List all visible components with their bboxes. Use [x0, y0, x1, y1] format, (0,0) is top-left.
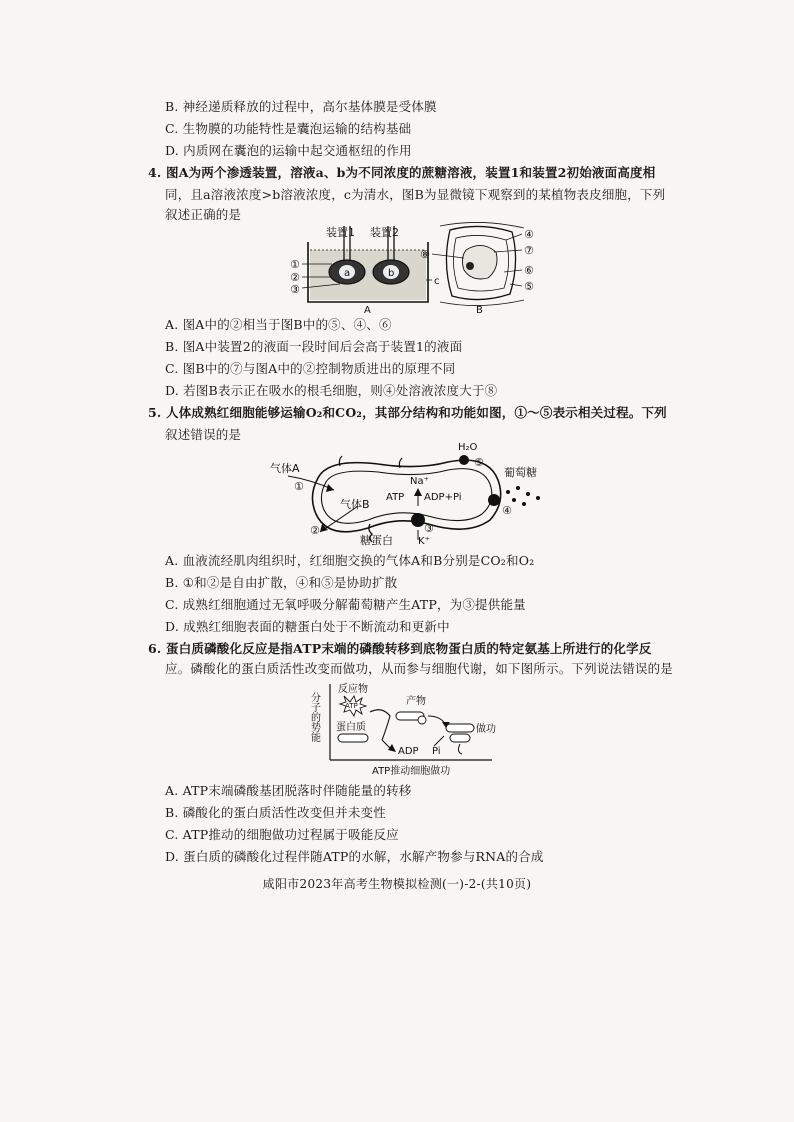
- solution-a-label: a: [344, 268, 351, 279]
- q6-stem-line2: 应。磷酸化的蛋白质活性改变而做功，从而参与细胞代谢，如下图所示。下列说法错误的是: [165, 661, 674, 676]
- protein-label: 蛋白质: [336, 722, 366, 733]
- glucose-label: 葡萄糖: [504, 466, 537, 479]
- osmosis-beaker: [302, 226, 432, 302]
- marker-7: ⑦: [524, 244, 534, 257]
- atp-label: ATP: [386, 492, 405, 503]
- q6-stem-line1: 6. 蛋白质磷酸化反应是指ATP末端的磷酸转移到底物蛋白质的特定氨基上所进行的化学反: [148, 641, 652, 656]
- gas-a-label: 气体A: [270, 462, 300, 475]
- solution-b-label: b: [388, 268, 395, 279]
- q5-stem-line1: 5. 人体成熟红细胞能够运输O₂和CO₂，其部分结构和功能如图，①～⑤表示相关过程。下列: [148, 405, 667, 420]
- device2-label: 装置2: [370, 226, 399, 239]
- process-5: ⑤: [474, 456, 484, 469]
- q5-stem-line2: 叙述错误的是: [165, 427, 242, 442]
- marker-2: ②: [290, 271, 300, 284]
- caption-figure-b: B: [476, 305, 483, 316]
- q4-option-c: C. 图B中的⑦与图A中的②控制物质进出的原理不同: [165, 361, 456, 376]
- q6-figure: [308, 680, 502, 778]
- atp-star-label: ATP: [345, 702, 358, 710]
- product-label: 产物: [406, 696, 426, 707]
- q4-stem-line3: 叙述正确的是: [165, 207, 242, 222]
- process-2: ②: [310, 524, 320, 537]
- y-axis-label: 分子的势能: [308, 692, 320, 742]
- marker-1: ①: [290, 258, 300, 271]
- q5-option-b: B. ①和②是自由扩散，④和⑤是协助扩散: [165, 575, 398, 590]
- marker-4: ④: [524, 228, 534, 241]
- adp-label: ADP: [398, 746, 419, 757]
- k-label: K⁺: [418, 536, 430, 547]
- pi-label: Pi: [432, 746, 441, 757]
- q6-option-c: C. ATP推动的细胞做功过程属于吸能反应: [165, 827, 399, 842]
- q3-option-c: C. 生物膜的功能特性是囊泡运输的结构基础: [165, 121, 412, 136]
- red-blood-cell: [288, 455, 540, 542]
- na-label: Na⁺: [410, 476, 429, 487]
- q4-option-a: A. 图A中的②相当于图B中的⑤、④、⑥: [165, 317, 392, 332]
- marker-3: ③: [290, 283, 300, 296]
- q4-figure: [280, 222, 540, 314]
- process-1: ①: [294, 480, 304, 493]
- adp-pi-label: ADP+Pi: [424, 492, 462, 503]
- plant-cell: [432, 222, 524, 305]
- water-c-label: c: [434, 276, 440, 287]
- h2o-label: H₂O: [458, 442, 478, 453]
- reactant-label: 反应物: [338, 684, 368, 695]
- gas-b-label: 气体B: [340, 498, 370, 511]
- q4-option-d: D. 若图B表示正在吸水的根毛细胞，则④处溶液浓度大于⑧: [165, 383, 498, 398]
- figure-caption: ATP推动细胞做功: [372, 766, 451, 777]
- q4-stem-line2: 同，且a溶液浓度>b溶液浓度，c为清水，图B为显微镜下观察到的某植物表皮细胞，下列: [165, 187, 666, 202]
- marker-8: ⑧: [420, 248, 430, 261]
- caption-figure-a: A: [364, 305, 371, 316]
- process-3: ③: [424, 522, 434, 535]
- q6-option-d: D. 蛋白质的磷酸化过程伴随ATP的水解，水解产物参与RNA的合成: [165, 849, 544, 864]
- device1-label: 装置1: [326, 226, 355, 239]
- q5-option-a: A. 血液流经肌肉组织时，红细胞交换的气体A和B分别是CO₂和O₂: [165, 553, 535, 568]
- glycoprotein-label: 糖蛋白: [360, 534, 393, 547]
- work-label: 做功: [476, 724, 496, 735]
- q3-option-d: D. 内质网在囊泡的运输中起交通枢纽的作用: [165, 143, 412, 158]
- q3-option-b: B. 神经递质释放的过程中，高尔基体膜是受体膜: [165, 99, 437, 114]
- q6-option-a: A. ATP末端磷酸基团脱落时伴随能量的转移: [165, 783, 412, 798]
- page-footer: 咸阳市2023年高考生物模拟检测(一)-2-(共10页): [262, 877, 532, 891]
- q4-option-b: B. 图A中装置2的液面一段时间后会高于装置1的液面: [165, 339, 463, 354]
- q5-option-c: C. 成熟红细胞通过无氧呼吸分解葡萄糖产生ATP，为③提供能量: [165, 597, 526, 612]
- q6-option-b: B. 磷酸化的蛋白质活性改变但并未变性: [165, 805, 386, 820]
- q5-figure: [268, 440, 558, 546]
- marker-5: ⑤: [524, 280, 534, 293]
- q5-option-d: D. 成熟红细胞表面的糖蛋白处于不断流动和更新中: [165, 619, 450, 634]
- process-4: ④: [502, 504, 512, 517]
- q4-stem-line1: 4. 图A为两个渗透装置，溶液a、b为不同浓度的蔗糖溶液，装置1和装置2初始液面高度相: [148, 165, 656, 180]
- marker-6: ⑥: [524, 264, 534, 277]
